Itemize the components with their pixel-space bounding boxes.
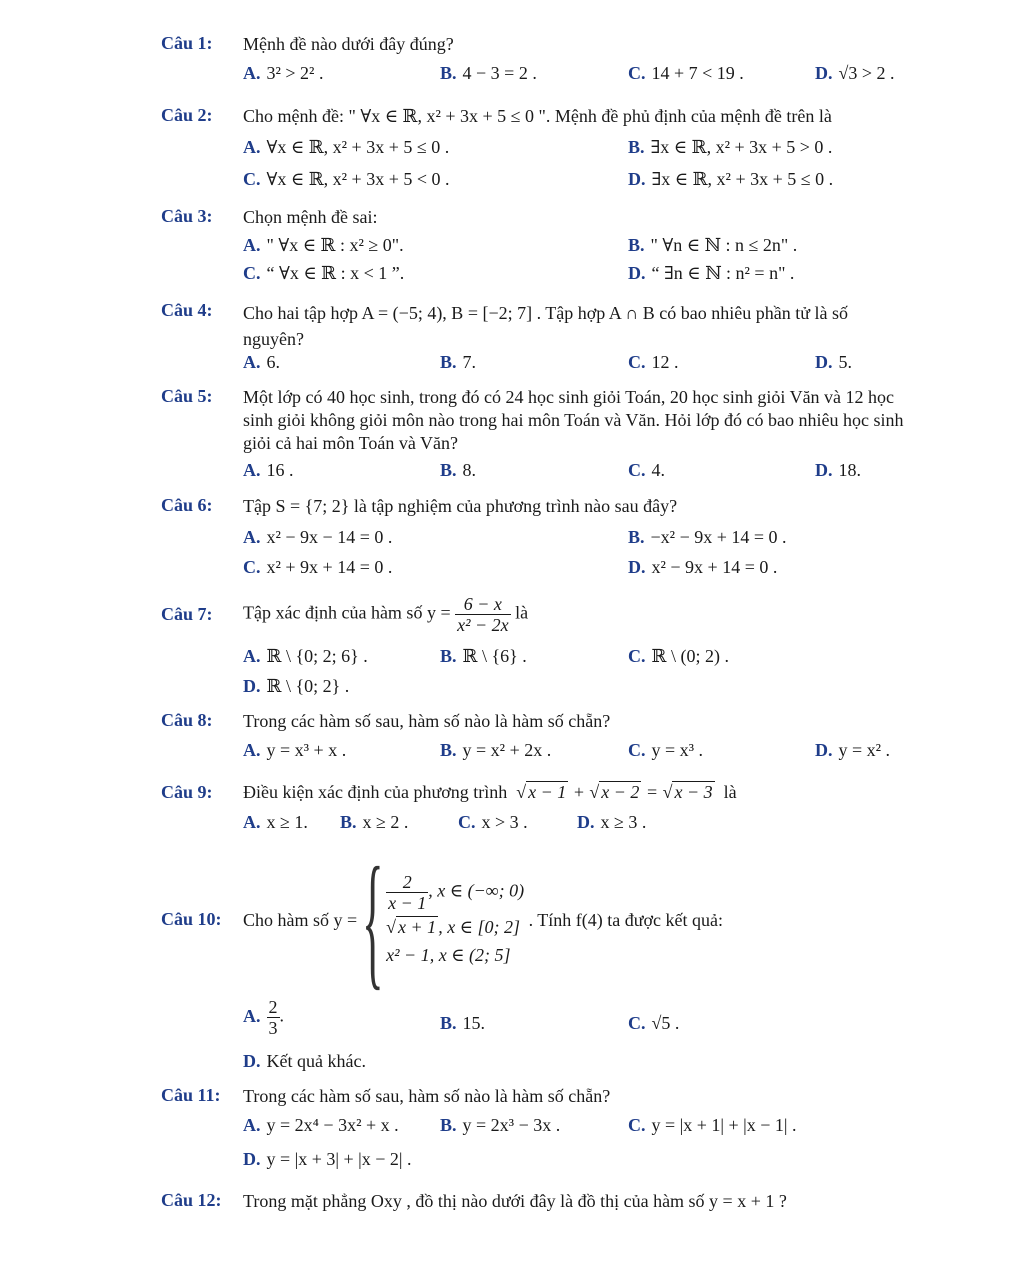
option-letter: A. [243,352,261,372]
option-letter: D. [243,676,261,696]
option-letter: C. [628,740,646,760]
equation: √ x − 1 + √ x − 2 = √ x − 3 [511,782,713,802]
option-b [440,646,527,667]
option-letter: C. [243,169,261,189]
option-text: x² − 9x − 14 = 0 . [266,527,393,547]
option-text: Kết quả khác. [266,1051,366,1071]
case-2-radicand: x + 1 [398,916,437,937]
option-letter: C. [628,352,646,372]
option-letter: B. [440,63,457,83]
case-1-numerator: 2 [386,872,428,893]
option-b [628,137,832,158]
option-text: ℝ \ {0; 2; 6} . [266,646,368,666]
option-letter: A. [243,235,261,255]
option-a [243,1115,399,1136]
option-text: y = 2x⁴ − 3x² + x . [266,1115,399,1135]
option-b [340,812,408,833]
option-c [458,812,528,833]
option-letter: D. [815,63,833,83]
question-label: Câu 9: [161,782,213,802]
option-letter: A. [243,812,261,832]
option-a: A. $\frac{2}{3}$ . [243,997,284,1038]
option-a [243,740,346,761]
option-a [243,235,404,256]
question-label: Câu 10: [161,909,222,929]
question-text: Trong mặt phẳng Oxy , đồ thị nào dưới đây là đồ thị của hàm số y = x + 1 ? [243,1191,787,1211]
question-label: Câu 11: [161,1085,221,1105]
option-letter: D. [815,740,833,760]
option-text: 15. [462,1013,486,1033]
case-3: x² − 1, x ∈ (2; 5] [386,944,511,965]
fraction-denominator: x² − 2x [457,615,509,635]
option-c [628,740,703,761]
question-label: Câu 7: [161,604,213,624]
option-text: x ≥ 2 . [362,812,409,832]
option-letter: D. [577,812,595,832]
question-text-before: Cho hàm số y = [243,909,358,930]
option-text: 4. [651,460,665,480]
question-text [243,837,723,1003]
option-text: ℝ \ (0; 2) . [651,646,729,666]
option-letter: B. [440,646,457,666]
question-text-before: Tập xác định của hàm số y = [243,602,451,623]
question-text: Mệnh đề nào dưới đây đúng? [243,34,454,54]
option-b [628,527,787,548]
option-c [628,646,729,667]
question-text [243,782,737,803]
option-text: 4 − 3 = 2 . [462,63,537,83]
option-text: 6. [266,352,280,372]
option-text: y = |x + 1| + |x − 1| . [651,1115,797,1135]
question-label: Câu 12: [161,1190,222,1210]
option-text: y = x² . [838,740,891,760]
option-numerator: 2 [268,997,278,1017]
case-1-denominator: x − 1 [388,892,427,913]
option-letter: B. [628,527,645,547]
option-text: ∃x ∈ ℝ, x² + 3x + 5 ≤ 0 . [651,169,834,189]
left-brace-icon: { [361,837,384,1003]
option-text: y = x³ . [651,740,704,760]
option-d [628,557,777,578]
option-c [628,1115,797,1136]
option-c [628,460,665,481]
option-letter: B. [628,235,645,255]
option-d [815,740,890,761]
option-text: ℝ \ {0; 2} . [266,676,350,696]
option-text: 18. [838,460,861,480]
question-text: Cho hai tập hợp A = (−5; 4), B = [−2; 7] . Tập hợp A ∩ B có bao nhiêu phần tử là số nguyên? [243,303,849,349]
option-d [815,63,895,84]
option-c [243,169,450,190]
question-label: Câu 6: [161,495,213,515]
option-c [628,63,744,84]
option-denominator: 3 [268,1018,278,1038]
option-letter: A. [243,1115,261,1135]
option-text: y = x² + 2x . [462,740,552,760]
question-label: Câu 3: [161,206,213,226]
option-d [243,1051,366,1072]
question-text: Cho mệnh đề: " ∀x ∈ ℝ, x² + 3x + 5 ≤ 0 ". Mệnh đề phủ định của mệnh đề trên là [243,106,832,126]
option-d [815,352,852,373]
option-letter: B. [340,812,357,832]
question-label: Câu 1: [161,33,213,53]
option-letter: A. [243,646,261,666]
question-text: Tập S = {7; 2} là tập nghiệm của phương trình nào sau đây? [243,496,678,516]
option-text: “ ∀x ∈ ℝ : x < 1 ”. [266,263,405,283]
option-text: 12 . [651,352,679,372]
question-text: Trong các hàm số sau, hàm số nào là hàm số chẵn? [243,711,611,731]
option-letter: C. [243,557,261,577]
option-a [243,812,308,833]
option-letter: D. [815,460,833,480]
option-letter: B. [628,137,645,157]
option-b [440,63,537,84]
option-letter: A. [243,740,261,760]
option-c [243,263,404,284]
option-text: " ∀n ∈ ℕ : n ≤ 2n" . [650,235,798,255]
option-text: ℝ \ {6} . [462,646,527,666]
option-a [243,63,323,84]
case-2-condition: , x ∈ [0; 2] [438,916,521,937]
option-letter: A. [243,527,261,547]
option-letter: B. [440,740,457,760]
option-text: x > 3 . [481,812,528,832]
option-a [243,460,294,481]
question-text-after: là [723,782,737,802]
piecewise-cases [386,872,524,969]
option-text: x ≥ 1. [266,812,308,832]
option-d [243,676,349,697]
question-label: Câu 2: [161,105,213,125]
case-1-fraction [386,872,428,913]
option-text: ∃x ∈ ℝ, x² + 3x + 5 > 0 . [650,137,833,157]
option-text: √5 . [651,1013,680,1033]
option-text: ∀x ∈ ℝ, x² + 3x + 5 ≤ 0 . [266,137,450,157]
question-label: Câu 4: [161,300,213,320]
option-text: ∀x ∈ ℝ, x² + 3x + 5 < 0 . [266,169,450,189]
option-text: y = x³ + x . [266,740,347,760]
option-c [243,557,392,578]
question-label: Câu 5: [161,386,213,406]
option-text: “ ∃n ∈ ℕ : n² = n" . [651,263,795,283]
option-d [577,812,646,833]
option-letter: B. [440,1115,457,1135]
option-text: 8. [462,460,477,480]
option-c [628,1013,679,1034]
option-text: x² − 9x + 14 = 0 . [651,557,778,577]
question-text-after: . Tính f(4) ta được kết quả: [528,909,723,930]
option-letter: C. [628,460,646,480]
option-d [628,169,833,190]
option-d [815,460,861,481]
option-b [440,1013,485,1034]
fraction-numerator: 6 − x [455,594,511,615]
option-text: 5. [838,352,852,372]
option-letter: C. [243,263,261,283]
option-a [243,137,449,158]
option-letter: B. [440,1013,457,1033]
option-fraction [267,997,280,1038]
question-text-before: Điều kiện xác định của phương trình [243,782,508,802]
option-text: −x² − 9x + 14 = 0 . [650,527,787,547]
option-letter: D. [628,263,646,283]
option-letter: A. [243,1005,261,1026]
case-1-condition: , x ∈ (−∞; 0) [428,880,525,901]
fraction [455,594,511,635]
option-letter: D. [628,557,646,577]
option-b [628,235,797,256]
option-letter: C. [628,646,646,666]
option-letter: D. [243,1051,261,1071]
option-letter: D. [243,1149,261,1169]
option-a [243,527,392,548]
option-c [628,352,679,373]
case-1 [386,872,524,913]
option-d [628,263,794,284]
question-text: Một lớp có 40 học sinh, trong đó có 24 học sinh giỏi Toán, 20 học sinh giỏi Văn và 12 học sinh giỏi không giỏi môn nào trong hai môn Toán và Văn. Hỏi lớp đó có bao nhiêu học sinh giỏi cả hai môn Toán và Văn? [243,387,904,453]
option-letter: C. [458,812,476,832]
option-letter: C. [628,63,646,83]
option-text: 7. [462,352,477,372]
option-text: √3 > 2 . [838,63,895,83]
option-letter: C. [628,1115,646,1135]
radicand-1: x − 1 [528,782,567,802]
option-text: 16 . [266,460,294,480]
option-letter: B. [440,460,457,480]
question-label: Câu 8: [161,710,213,730]
option-text: y = 2x³ − 3x . [462,1115,561,1135]
option-letter: D. [628,169,646,189]
option-text: 3² > 2² . [266,63,324,83]
option-b [440,740,551,761]
question-text [243,594,528,635]
question-text-after: là [515,602,529,623]
question-text: Trong các hàm số sau, hàm số nào là hàm số chẵn? [243,1086,611,1106]
radicand-2: x − 2 [601,782,640,802]
option-letter: A. [243,460,261,480]
radicand-3: x − 3 [674,782,713,802]
option-b [440,460,476,481]
option-text: y = |x + 3| + |x − 2| . [266,1149,412,1169]
option-letter: C. [628,1013,646,1033]
option-letter: A. [243,63,261,83]
option-a [243,352,280,373]
option-b [440,352,476,373]
option-text: x² + 9x + 14 = 0 . [266,557,393,577]
option-b [440,1115,560,1136]
case-2: √ x + 1 , x ∈ [0; 2] [386,916,521,937]
option-a [243,646,368,667]
option-letter: A. [243,137,261,157]
question-text: Chọn mệnh đề sai: [243,207,378,227]
option-d [243,1149,412,1170]
option-text: 14 + 7 < 19 . [651,63,744,83]
option-text: " ∀x ∈ ℝ : x² ≥ 0". [266,235,404,255]
option-text: x ≥ 3 . [600,812,647,832]
option-letter: D. [815,352,833,372]
option-letter: B. [440,352,457,372]
